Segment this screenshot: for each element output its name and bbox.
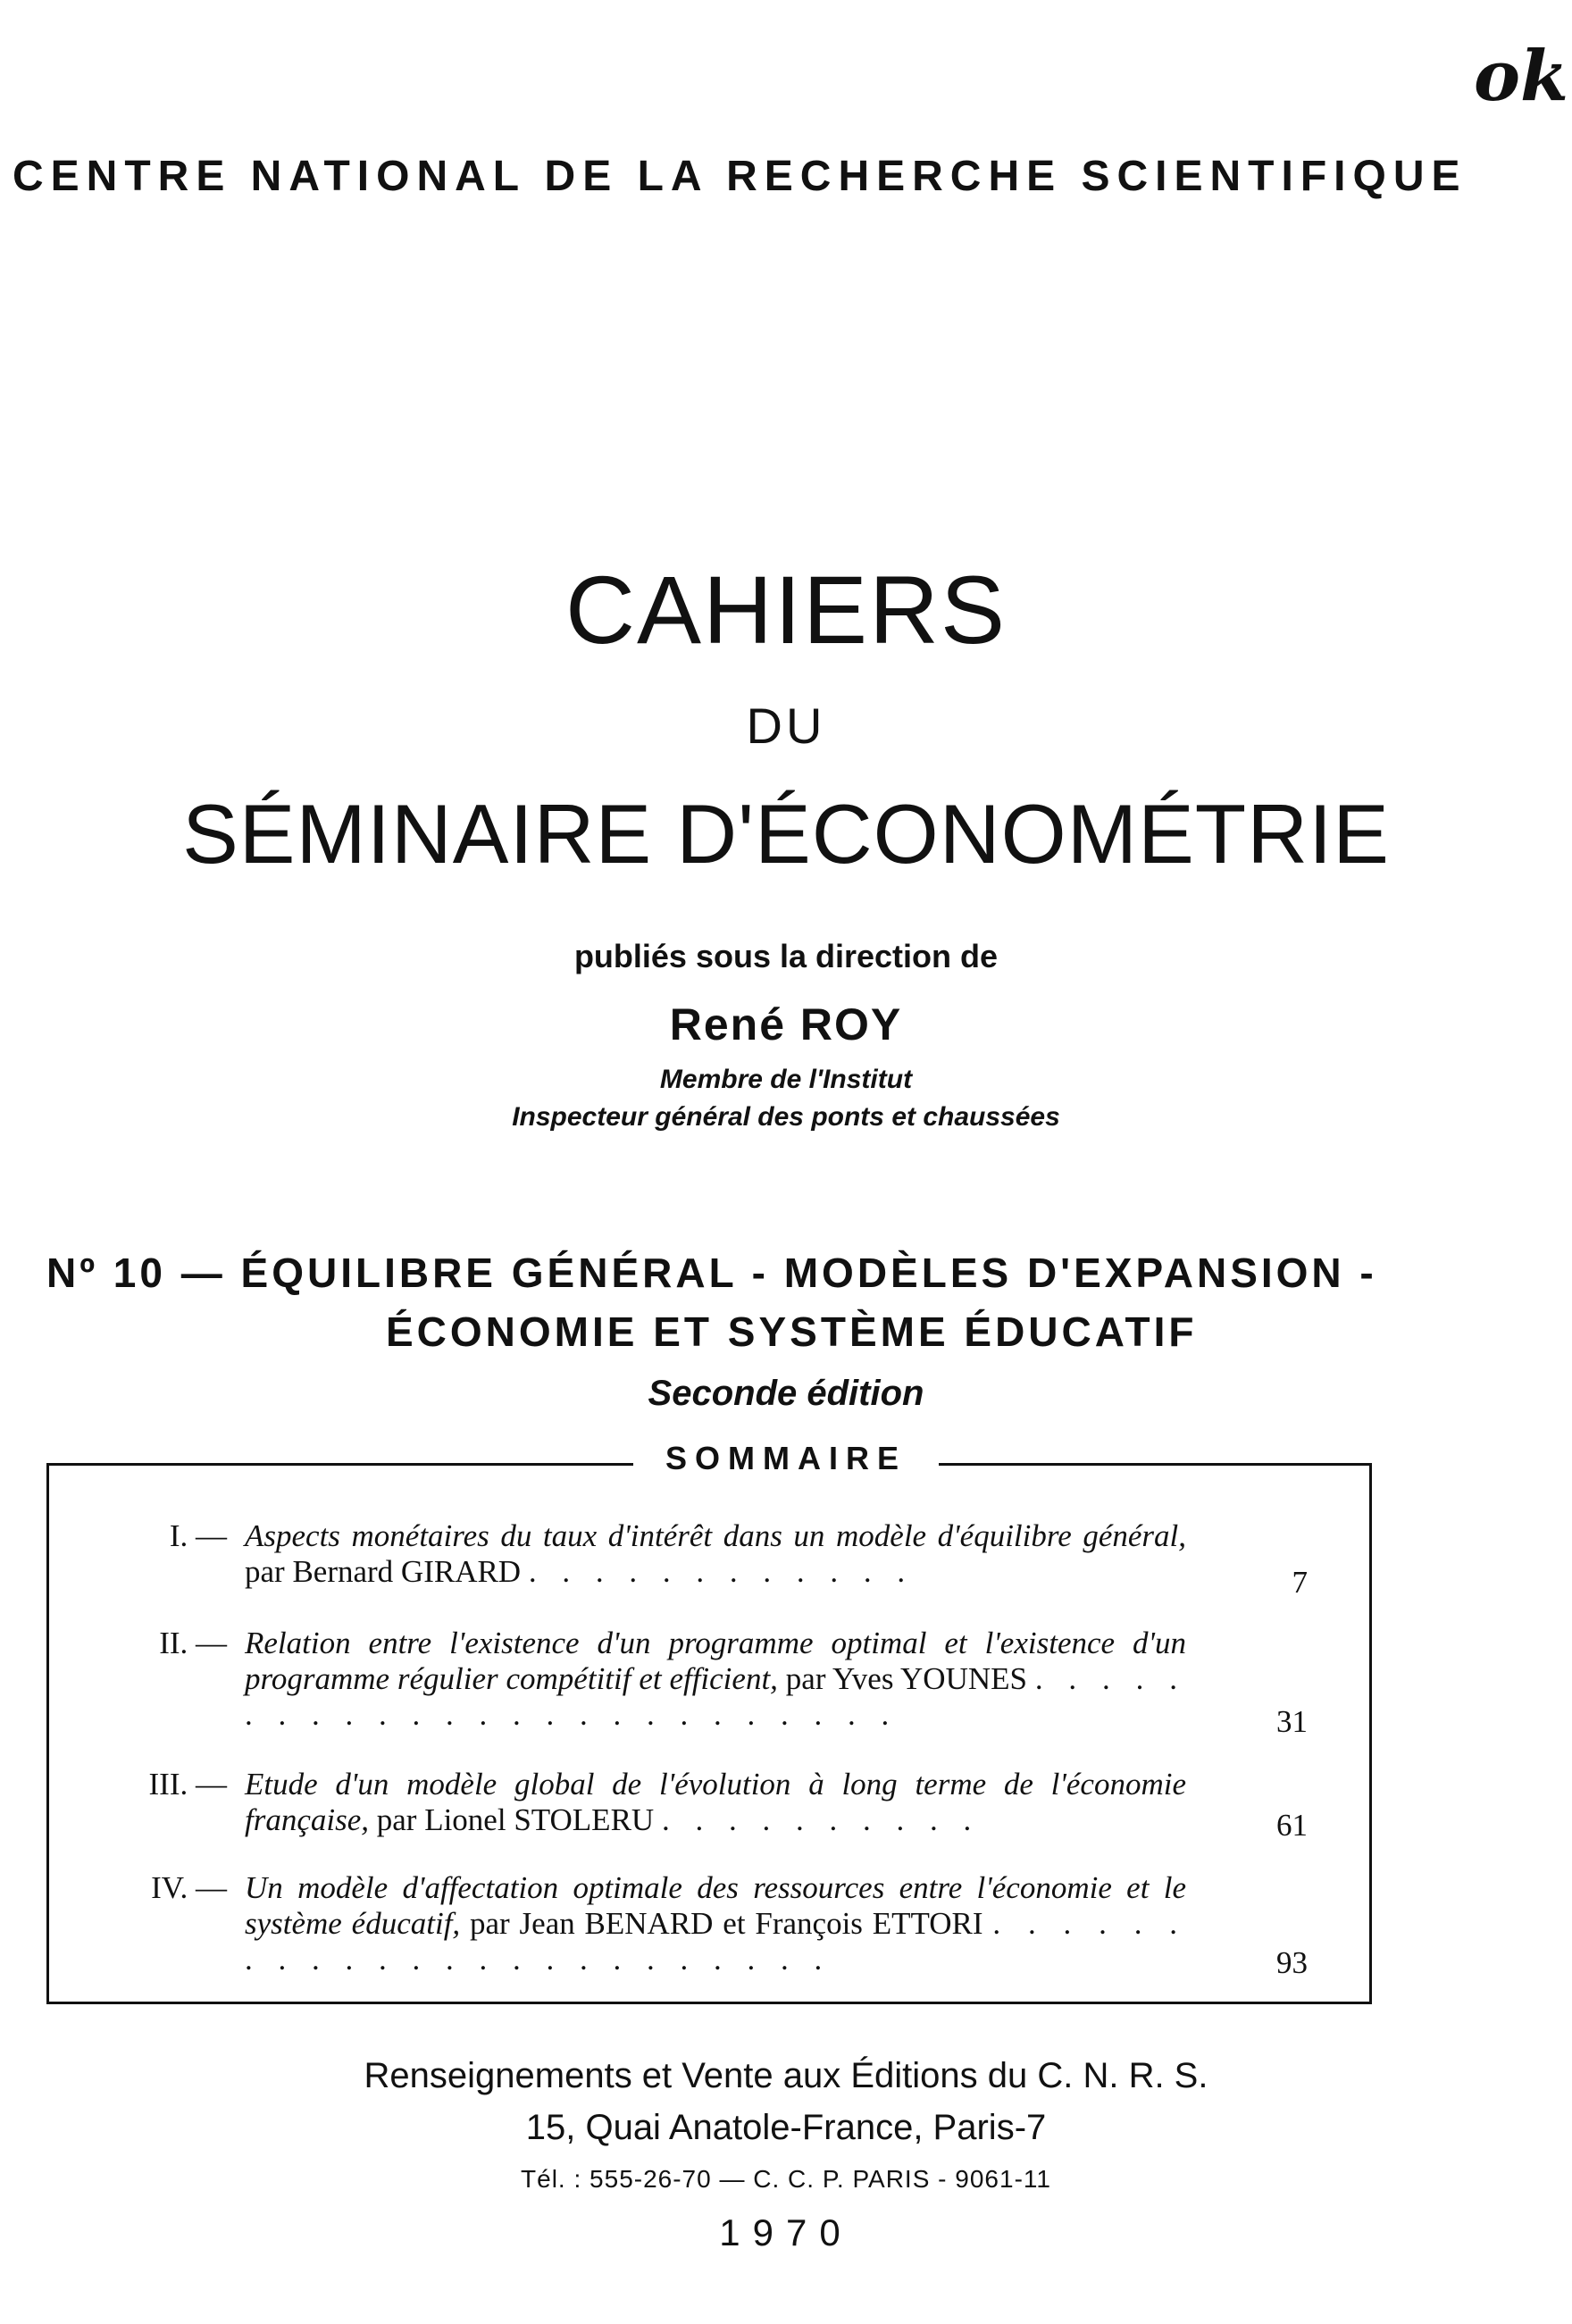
- dot-leader: . . . . . . . . . . . . . . . . . . . . . . . . .: [245, 1661, 1187, 1732]
- series-title-subject: SÉMINAIRE D'ÉCONOMÉTRIE: [182, 787, 1390, 881]
- toc-title: Un modèle d'affectation optimale des ressources entre l'économie et le système éducatif,: [245, 1870, 1186, 1941]
- series-title: CAHIERS: [564, 556, 1008, 664]
- publisher-address: 15, Quai Anatole-France, Paris-7: [525, 2108, 1047, 2147]
- toc-title: Aspects monétaires du taux d'intérêt dans un modèle d'équilibre général,: [245, 1518, 1186, 1553]
- publisher-contact: Tél. : 555-26-70 — C. C. P. PARIS - 9061-11: [521, 2165, 1051, 2193]
- toc-number: IV. —: [151, 1870, 227, 1905]
- toc-page: 61: [1276, 1808, 1308, 1843]
- director-name: René ROY: [669, 999, 903, 1049]
- summary-heading: [0, 1440, 1572, 1477]
- institution-name: CENTRE NATIONAL DE LA RECHERCHE SCIENTIFIQUE: [13, 153, 1467, 200]
- toc-number: I. —: [169, 1518, 227, 1553]
- director-title: Inspecteur général des ponts et chaussées: [512, 1102, 1060, 1132]
- edition-label: Seconde édition: [648, 1374, 924, 1413]
- dot-leader: . . . . . . . . . . . . . . . . . . . . . . . .: [245, 1906, 1187, 1977]
- toc-text: [245, 1767, 1186, 1838]
- publication-year: 1970: [719, 2211, 853, 2253]
- toc-text: [245, 1518, 1186, 1590]
- series-title-connector: DU: [746, 698, 826, 754]
- handwritten-annotation: ok: [1474, 36, 1569, 116]
- toc-text: [245, 1626, 1186, 1733]
- toc-number: III. —: [148, 1767, 227, 1802]
- issue-title-continued: ÉCONOMIE ET SYSTÈME ÉDUCATIF: [386, 1308, 1198, 1355]
- toc-text: [245, 1870, 1186, 1977]
- direction-intro: publiés sous la direction de: [573, 938, 999, 974]
- dot-leader: . . . . . . . . . . . .: [528, 1554, 915, 1589]
- issue-title: Nº 10 — ÉQUILIBRE GÉNÉRAL - MODÈLES D'EXPANSION -: [46, 1250, 1377, 1296]
- toc-title: Relation entre l'existence d'un programme optimal et l'existence d'un programme régulier compétitif et efficient,: [245, 1626, 1186, 1696]
- toc-page: 31: [1276, 1704, 1308, 1739]
- toc-title: Etude d'un modèle global de l'évolution à long terme de l'économie française,: [245, 1767, 1186, 1837]
- toc-author: par Bernard GIRARD: [245, 1554, 522, 1589]
- dot-leader: . . . . . . . . . .: [661, 1802, 981, 1837]
- director-title: Membre de l'Institut: [659, 1065, 913, 1094]
- toc-author: par Yves YOUNES: [785, 1661, 1027, 1696]
- toc-author: par Lionel STOLERU: [376, 1802, 655, 1837]
- publisher-info: Renseignements et Vente aux Éditions du C. N. R. S.: [364, 2056, 1208, 2095]
- toc-number: II. —: [159, 1626, 227, 1660]
- toc-page: 93: [1276, 1945, 1308, 1980]
- toc-page: 7: [1292, 1565, 1308, 1600]
- summary-heading-label: SOMMAIRE: [633, 1440, 939, 1476]
- toc-author: par Jean BENARD et François ETTORI: [470, 1906, 983, 1941]
